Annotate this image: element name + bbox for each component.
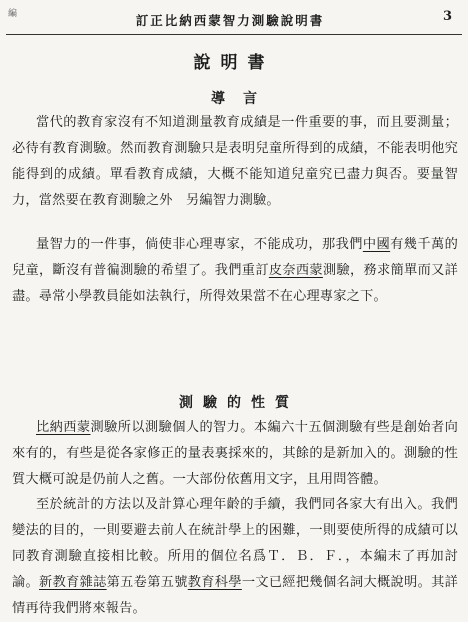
section-heading-introduction: 導言 xyxy=(211,91,275,107)
paragraph-text: 有幾千萬的兒童，斷沒有普徧測驗的希望了。我們重訂 xyxy=(12,237,458,278)
paragraph-nature-1 xyxy=(12,415,458,493)
underlined-article-name: 教育科學 xyxy=(187,575,242,590)
paragraph-text: 第五卷第五號 xyxy=(106,575,188,590)
underlined-journal-name: 新教育雜誌 xyxy=(39,575,107,590)
paragraph-nature-2 xyxy=(12,492,458,622)
underlined-name-china: 中國 xyxy=(362,237,391,252)
header-rule xyxy=(6,34,462,35)
paragraph-text: 測驗，務求簡單而又詳盡。尋常小學教員能如法執行，所得效果當不在心理專家之下。 xyxy=(12,263,458,304)
underlined-name-binet-simon: 皮奈西蒙 xyxy=(268,263,323,278)
paragraph-text: 一文已經把幾個名詞大概說明。其詳情再待我們將來報告。 xyxy=(12,575,459,616)
section-heading-nature-of-tests: 測驗的性質 xyxy=(179,395,299,411)
document-title: 說明書 xyxy=(193,53,275,73)
paragraph-text: 測驗所以測驗個人的智力。本編六十五個測驗有些是創始者向來有的，有些是從各家修正的量表裏採來的，其餘的是新加入的。測驗的性質大概可說是仍前人之舊。一大部份依舊用文字，且用問答體。 xyxy=(12,420,458,487)
underlined-name-binet-simon: 比納西蒙 xyxy=(36,420,91,435)
paragraph-text: 當代的教育家沒有不知道測量教育成績是一件重要的事，而且要測量；必待有教育測驗。然而教育測驗只是表明兒童所得到的成績，不能表明他究能得到的成績。單看教育成績，大概不能知道兒童究已盡力與否。要量智力，當然要在教育測驗之外 另編智力測驗。 xyxy=(12,115,458,208)
paragraph-intro-1 xyxy=(12,110,458,214)
paragraph-intro-2 xyxy=(12,232,458,310)
corner-mark: 編 xyxy=(8,9,18,19)
page-number: 3 xyxy=(442,9,452,24)
running-header xyxy=(0,2,468,32)
paragraph-text: 至於統計的方法以及計算心理年齡的手續，我們同各家大有出入。我們變法的目的，一則要避去前人在統計學上的困難，一則要使所得的成績可以同教育測驗直接相比較。所用的個位名爲Ｔ．Ｂ．Ｆ．，本編末了再加討論。 xyxy=(12,497,458,590)
paragraph-text: 量智力的一件事，倘使非心理專家，不能成功，那我們 xyxy=(36,237,363,252)
running-title: 訂正比納西蒙智力測驗說明書 xyxy=(135,13,325,28)
